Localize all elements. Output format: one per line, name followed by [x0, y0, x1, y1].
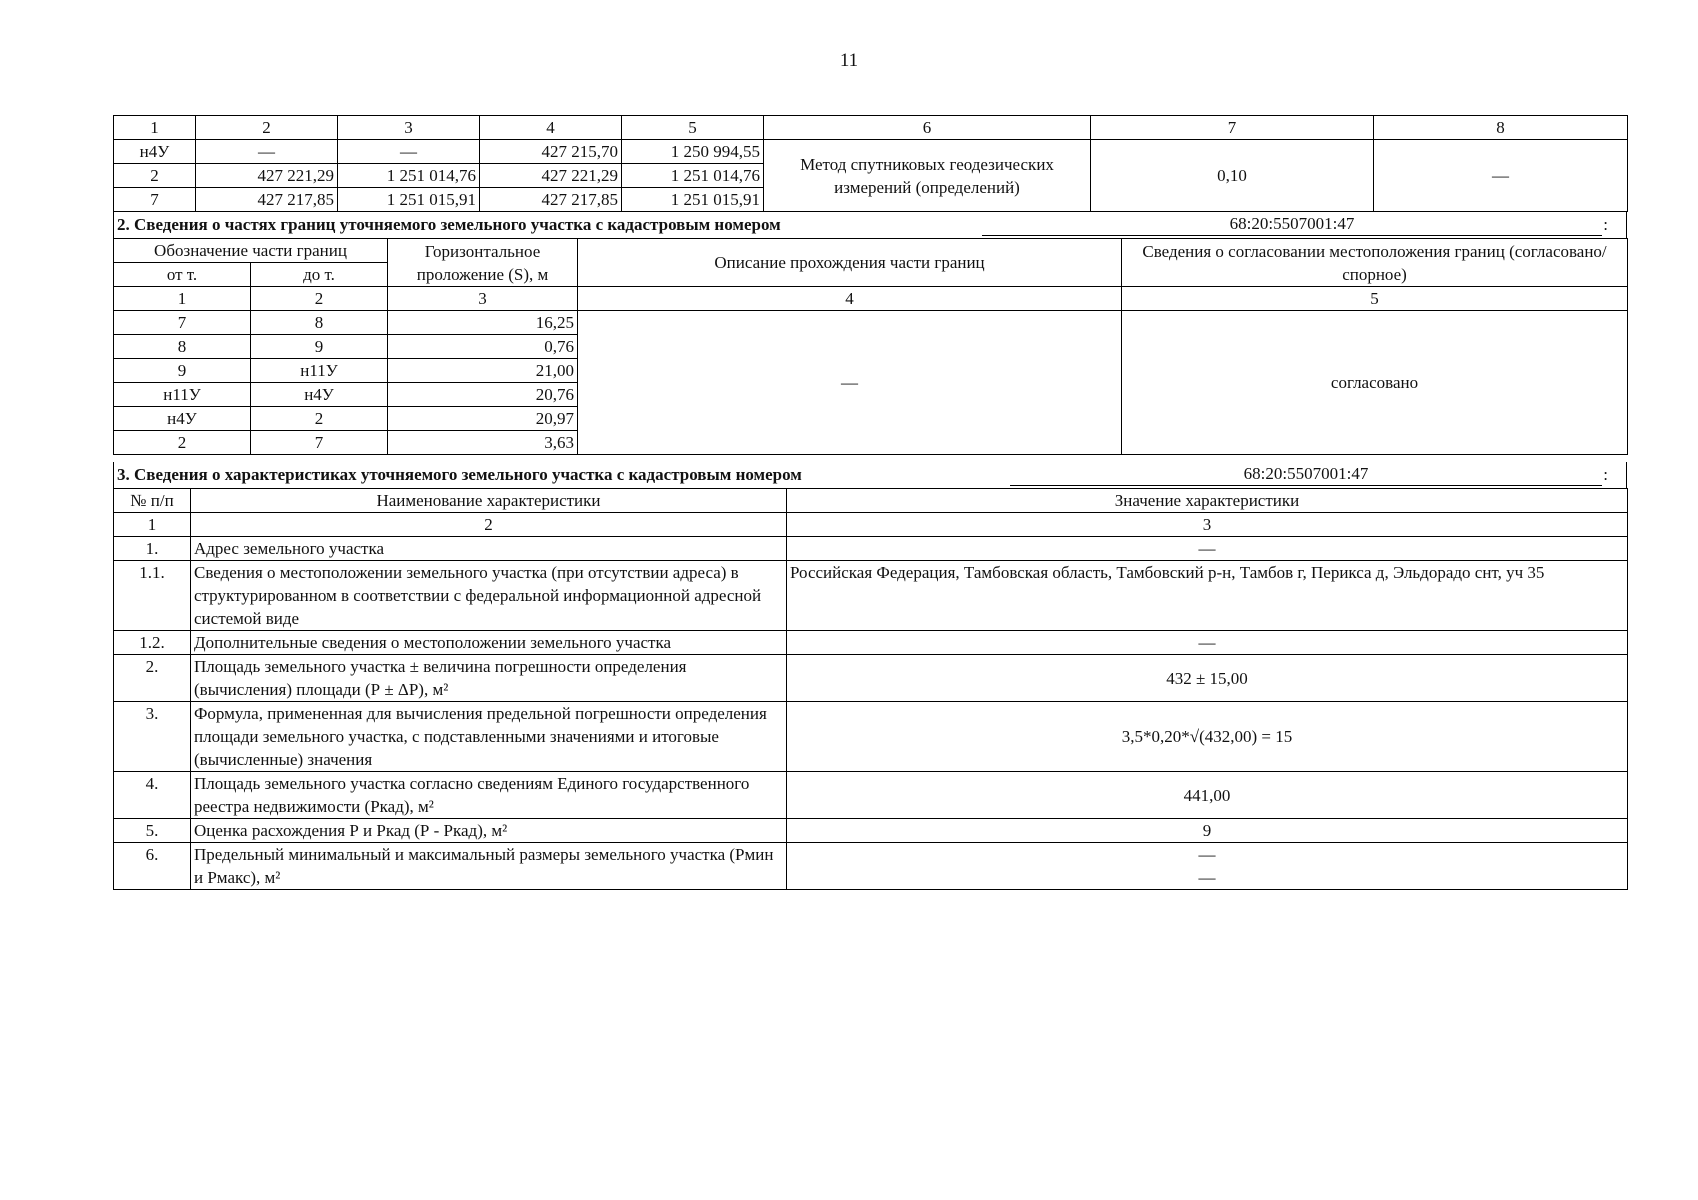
from-point: н4У [114, 407, 251, 431]
point-name: н4У [114, 140, 196, 164]
distance: 20,76 [388, 383, 578, 407]
row-number: 1.1. [114, 561, 191, 631]
characteristic-value: 441,00 [787, 772, 1628, 819]
new-x: 427 221,29 [480, 164, 622, 188]
page-number: 11 [839, 50, 859, 71]
to-point: 9 [251, 335, 388, 359]
table-row [114, 843, 1628, 890]
row-number: 2. [114, 655, 191, 702]
table-row [114, 311, 1628, 335]
head-to: до т. [251, 263, 388, 287]
to-point: н4У [251, 383, 388, 407]
table-row [114, 631, 1628, 655]
old-x: — [196, 140, 338, 164]
characteristic-name: Дополнительные сведения о местоположении земельного участка [191, 631, 787, 655]
column-number: 1 [114, 513, 191, 537]
characteristic-name: Площадь земельного участка согласно сведениям Единого государственного реестра недвижимости (Ркад), м² [191, 772, 787, 819]
col8-cell: — [1374, 140, 1628, 212]
head-agreement: Сведения о согласовании местоположения границ (согласовано/спорное) [1122, 239, 1628, 287]
method-cell: Метод спутниковых геодезических измерений (определений) [764, 140, 1091, 212]
table-row [114, 702, 1628, 772]
new-y: 1 251 014,76 [622, 164, 764, 188]
from-point: 7 [114, 311, 251, 335]
head-name: Наименование характеристики [191, 489, 787, 513]
head-description: Описание прохождения части границ [578, 239, 1122, 287]
distance: 21,00 [388, 359, 578, 383]
section-2-title: 2. Сведения о частях границ уточняемого земельного участка с кадастровым номером [117, 215, 781, 234]
boundary-parts-table [113, 238, 1628, 455]
table-header-row [114, 287, 1628, 311]
table-row [114, 819, 1628, 843]
to-point: 2 [251, 407, 388, 431]
section-3-heading [113, 462, 1627, 488]
characteristic-name: Сведения о местоположении земельного участка (при отсутствии адреса) в структурированном в соответствии с федеральной информационной адресной системой виде [191, 561, 787, 631]
from-point: 2 [114, 431, 251, 455]
old-y: 1 251 015,91 [338, 188, 480, 212]
characteristic-name: Адрес земельного участка [191, 537, 787, 561]
row-number: 5. [114, 819, 191, 843]
max-size-value: — [1198, 868, 1216, 887]
section-3-cadastral-number: 68:20:5507001:47 [1010, 462, 1602, 486]
head-part: Обозначение части границ [114, 239, 388, 263]
column-number: 2 [196, 116, 338, 140]
column-number: 7 [1091, 116, 1374, 140]
table-row [114, 772, 1628, 819]
characteristic-name: Площадь земельного участка ± величина погрешности определения (вычисления) площади (Р ± ΔР), м² [191, 655, 787, 702]
table-header-row [114, 239, 1628, 263]
distance: 20,97 [388, 407, 578, 431]
table-row [114, 561, 1628, 631]
characteristic-value: 9 [787, 819, 1628, 843]
from-point: н11У [114, 383, 251, 407]
point-name: 7 [114, 188, 196, 212]
new-y: 1 251 015,91 [622, 188, 764, 212]
description-cell: — [578, 311, 1122, 455]
new-y: 1 250 994,55 [622, 140, 764, 164]
table-header-row [114, 513, 1628, 537]
column-number: 5 [622, 116, 764, 140]
from-point: 9 [114, 359, 251, 383]
column-number: 5 [1122, 287, 1628, 311]
column-number: 3 [388, 287, 578, 311]
characteristic-value: Российская Федерация, Тамбовская область, Тамбовский р-н, Тамбов г, Перикса д, Эльдорадо снт, уч 35 [787, 561, 1628, 631]
row-number: 1. [114, 537, 191, 561]
to-point: н11У [251, 359, 388, 383]
row-number: 1.2. [114, 631, 191, 655]
min-size-value: — [1198, 845, 1216, 864]
head-value: Значение характеристики [787, 489, 1628, 513]
head-distance: Горизонтальное проложение (S), м [388, 239, 578, 287]
column-number: 8 [1374, 116, 1628, 140]
section-3-colon: : [1603, 465, 1608, 484]
distance: 0,76 [388, 335, 578, 359]
column-number: 4 [578, 287, 1122, 311]
section-3-title: 3. Сведения о характеристиках уточняемого земельного участка с кадастровым номером [117, 465, 802, 484]
section-2-colon: : [1603, 215, 1608, 234]
old-x: 427 221,29 [196, 164, 338, 188]
characteristic-value: — [787, 631, 1628, 655]
column-number: 3 [338, 116, 480, 140]
agreement-cell: согласовано [1122, 311, 1628, 455]
distance: 3,63 [388, 431, 578, 455]
old-y: — [338, 140, 480, 164]
point-name: 2 [114, 164, 196, 188]
characteristic-value: 432 ± 15,00 [787, 655, 1628, 702]
characteristic-value: 3,5*0,20*√(432,00) = 15 [787, 702, 1628, 772]
characteristic-value [787, 843, 1628, 890]
coordinates-table [113, 115, 1628, 212]
old-y: 1 251 014,76 [338, 164, 480, 188]
row-number: 3. [114, 702, 191, 772]
column-number: 2 [251, 287, 388, 311]
characteristics-table [113, 488, 1628, 890]
from-point: 8 [114, 335, 251, 359]
accuracy-cell: 0,10 [1091, 140, 1374, 212]
column-number: 1 [114, 287, 251, 311]
column-number: 4 [480, 116, 622, 140]
table-header-row [114, 116, 1628, 140]
column-number: 2 [191, 513, 787, 537]
new-x: 427 217,85 [480, 188, 622, 212]
to-point: 7 [251, 431, 388, 455]
table-row [114, 655, 1628, 702]
distance: 16,25 [388, 311, 578, 335]
characteristic-name: Формула, примененная для вычисления предельной погрешности определения площади земельного участка, с подставленными значениями и итоговые (вычисленные) значения [191, 702, 787, 772]
table-header-row [114, 489, 1628, 513]
characteristic-value: — [787, 537, 1628, 561]
row-number: 6. [114, 843, 191, 890]
to-point: 8 [251, 311, 388, 335]
column-number: 1 [114, 116, 196, 140]
row-number: 4. [114, 772, 191, 819]
column-number: 3 [787, 513, 1628, 537]
head-from: от т. [114, 263, 251, 287]
characteristic-name: Оценка расхождения Р и Ркад (Р - Ркад), м² [191, 819, 787, 843]
table-row [114, 140, 1628, 164]
section-2-cadastral-number: 68:20:5507001:47 [982, 212, 1602, 236]
new-x: 427 215,70 [480, 140, 622, 164]
characteristic-name: Предельный минимальный и максимальный размеры земельного участка (Рмин и Рмакс), м² [191, 843, 787, 890]
section-2-heading [113, 212, 1627, 238]
column-number: 6 [764, 116, 1091, 140]
head-num: № п/п [114, 489, 191, 513]
table-row [114, 537, 1628, 561]
old-x: 427 217,85 [196, 188, 338, 212]
